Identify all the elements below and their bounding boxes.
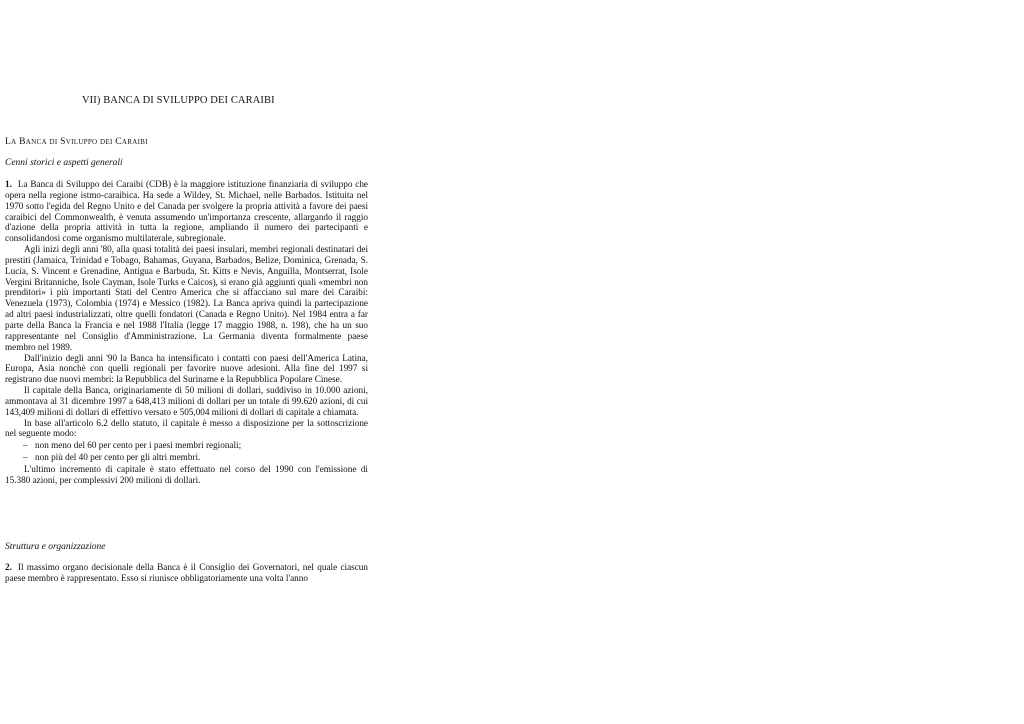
list-item-text: non più del 40 per cento per gli altri membri. (35, 452, 201, 463)
paragraph-1-text: La Banca di Sviluppo dei Caraibi (CDB) è la maggiore istituzione finanziaria di sviluppo che opera nella regione istmo-caraibica. Ha sede a Wildey, St. Michael, nelle Barbados. Istituita nel 1970 sotto l'egida del Regno Unito e del Canada per svolgere la propria attività a favore dei paesi caraibici del Commonwealth, è venuta assumendo un'importanza crescente, allargando il raggio d'azione della propria attività in tutta la regione, ampliando il numero dei partecipanti e consolidandosi come organismo multilaterale, subregionale. (5, 179, 368, 244)
paragraph-7-text: Il massimo organo decisionale della Banca è il Consiglio dei Governatori, nel quale ciascun paese membro è rappresentato. Esso si riunisce obbligatoriamente una volta l'anno (5, 562, 368, 583)
paragraph-number: 1. (5, 179, 12, 189)
list-dash: – (23, 440, 28, 451)
paragraph-2: Agli inizi degli anni '80, alla quasi totalità dei paesi insulari, membri regionali destinatari dei prestiti (Jamaica, Trinidad e Tobago, Bahamas, Guyana, Barbados, Belize, Dominica, Grenada, S. Lucia, S. Vincent e Grenadine, Antigua e Barbuda, St. Kitts e Nevis, Anguilla, Montserrat, Isole Vergini Britanniche, Isole Cayman, Isole Turks e Caicos), si erano già aggiunti quali «membri non prenditori» i più importanti Stati del Centro America che si affacciano sul mare dei Caraibi: Venezuela (1973), Colombia (1974) e Messico (1982). La Banca apriva quindi la partecipazione ad altri paesi industrializzati, oltre quelli fondatori (Canada e Regno Unito). Nel 1984 entra a far parte della Banca la Francia e nel 1988 l'Italia (legge 17 maggio 1988, n. 198), che ha un suo rappresentante nel Consiglio d'Amministrazione. La Germania diventa formalmente paese membro nel 1989. (5, 244, 368, 352)
paragraph-5: In base all'articolo 6.2 dello statuto, il capitale è messo a disposizione per la sottoscrizione nel seguente modo: (5, 417, 368, 439)
section-title: La Banca di Sviluppo dei Caraibi (5, 137, 148, 147)
subheading-structure: Struttura e organizzazione (5, 542, 106, 552)
paragraph-7 (5, 562, 368, 584)
paragraph-6: L'ultimo incremento di capitale è stato effettuato nel corso del 1990 con l'emissione di 15.380 azioni, per complessivi 200 milioni di dollari. (5, 463, 368, 485)
paragraph-3: Dall'inizio degli anni '90 la Banca ha intensificato i contatti con paesi dell'America Latina, Europa, Asia nonchè con quelli regionali per favorire nuove adesioni. Alla fine del 1997 si registrano due nuovi membri: la Repubblica del Suriname e la Repubblica Popolare Cinese. (5, 352, 368, 385)
subheading-history: Cenni storici e aspetti generali (5, 158, 123, 168)
body-section-2 (5, 562, 368, 584)
capital-list (5, 440, 368, 463)
paragraph-number: 2. (5, 562, 12, 572)
list-item-text: non meno del 60 per cento per i paesi membri regionali; (35, 440, 242, 451)
list-item (23, 440, 368, 451)
list-item (23, 452, 368, 463)
list-dash: – (23, 452, 28, 463)
chapter-title: VII) BANCA DI SVILUPPO DEI CARAIBI (82, 95, 275, 106)
paragraph-1 (5, 179, 368, 244)
body-section-1 (5, 179, 368, 486)
paragraph-4: Il capitale della Banca, originariamente di 50 milioni di dollari, suddiviso in 10.000 azioni, ammontava al 31 dicembre 1997 a 648,413 milioni di dollari per un totale di 99.620 azioni, di cui 143,409 milioni di dollari di effettivo versato e 505,004 milioni di dollari di capitale a chiamata. (5, 385, 368, 417)
